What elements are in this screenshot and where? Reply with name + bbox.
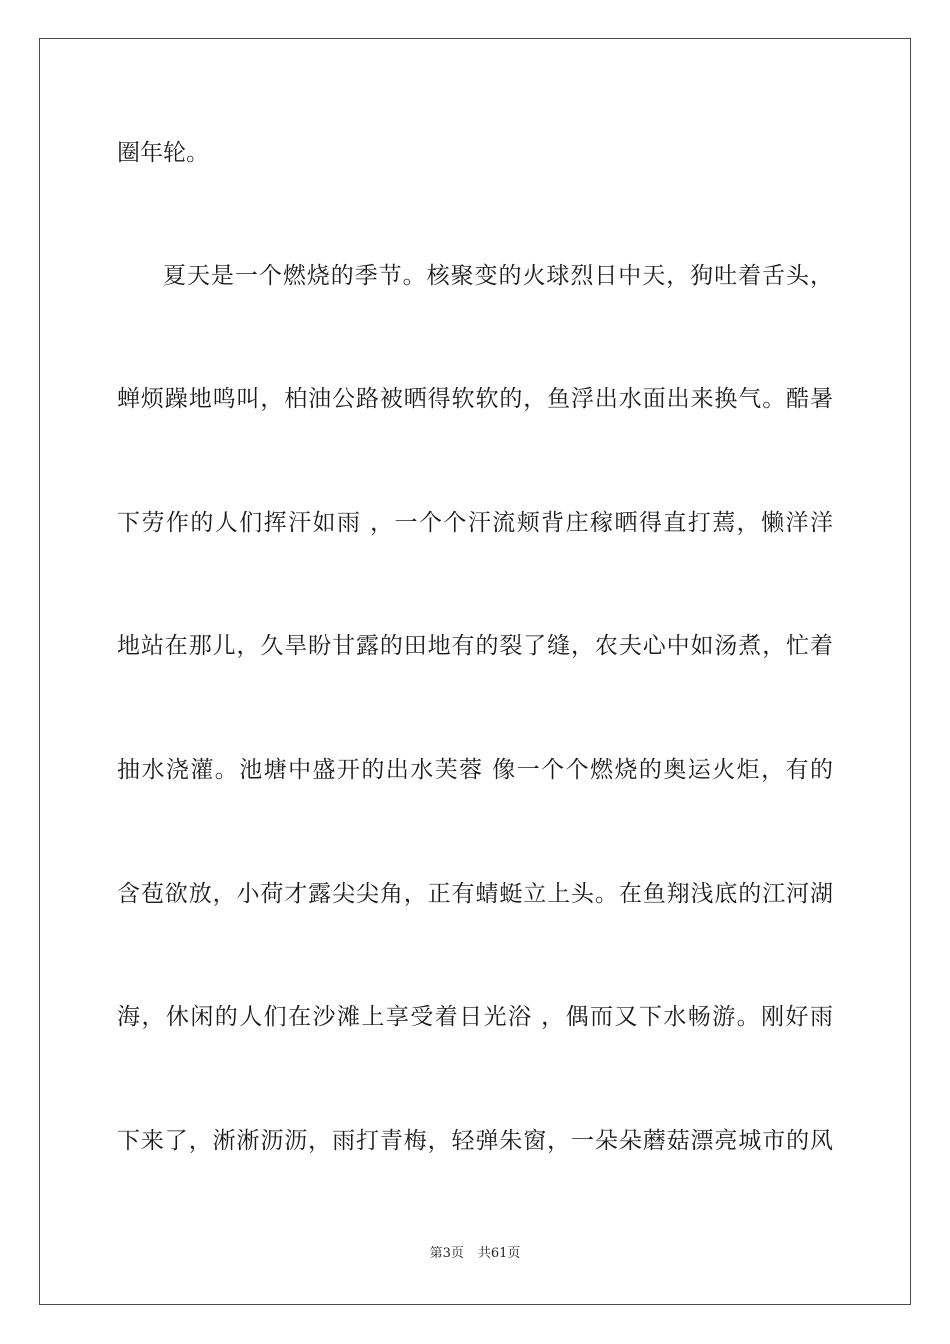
page-footer xyxy=(0,1245,950,1263)
text-line: 海，休闲的人们在沙滩上享受着日光浴 ，偶而又下水畅游。刚好雨 xyxy=(117,1004,833,1030)
page-border xyxy=(39,38,911,1305)
text-line: 下劳作的人们挥汗如雨 ，一个个汗流颊背庄稼晒得直打蔫，懒洋洋 xyxy=(117,510,833,536)
text-line: 抽水浇灌。池塘中盛开的出水芙蓉 像一个个燃烧的奥运火炬，有的 xyxy=(117,757,833,783)
text-line: 含苞欲放，小荷才露尖尖角，正有蜻蜓立上头。在鱼翔浅底的江河湖 xyxy=(117,881,833,907)
paragraph-first-line: 夏天是一个燃烧的季节。核聚变的火球烈日中天，狗吐着舌头， xyxy=(163,263,833,289)
text-line: 下来了，淅淅沥沥，雨打青梅，轻弹朱窗，一朵朵蘑菇漂亮城市的风 xyxy=(117,1128,833,1154)
text-line: 圈年轮。 xyxy=(117,140,209,166)
text-line: 蝉烦躁地鸣叫，柏油公路被晒得软软的，鱼浮出水面出来换气。酷暑 xyxy=(117,386,833,412)
page-number: 第3页 xyxy=(429,1246,464,1261)
text-line: 地站在那儿，久旱盼甘露的田地有的裂了缝，农夫心中如汤煮，忙着 xyxy=(117,633,833,659)
page-total: 共61页 xyxy=(477,1246,521,1261)
